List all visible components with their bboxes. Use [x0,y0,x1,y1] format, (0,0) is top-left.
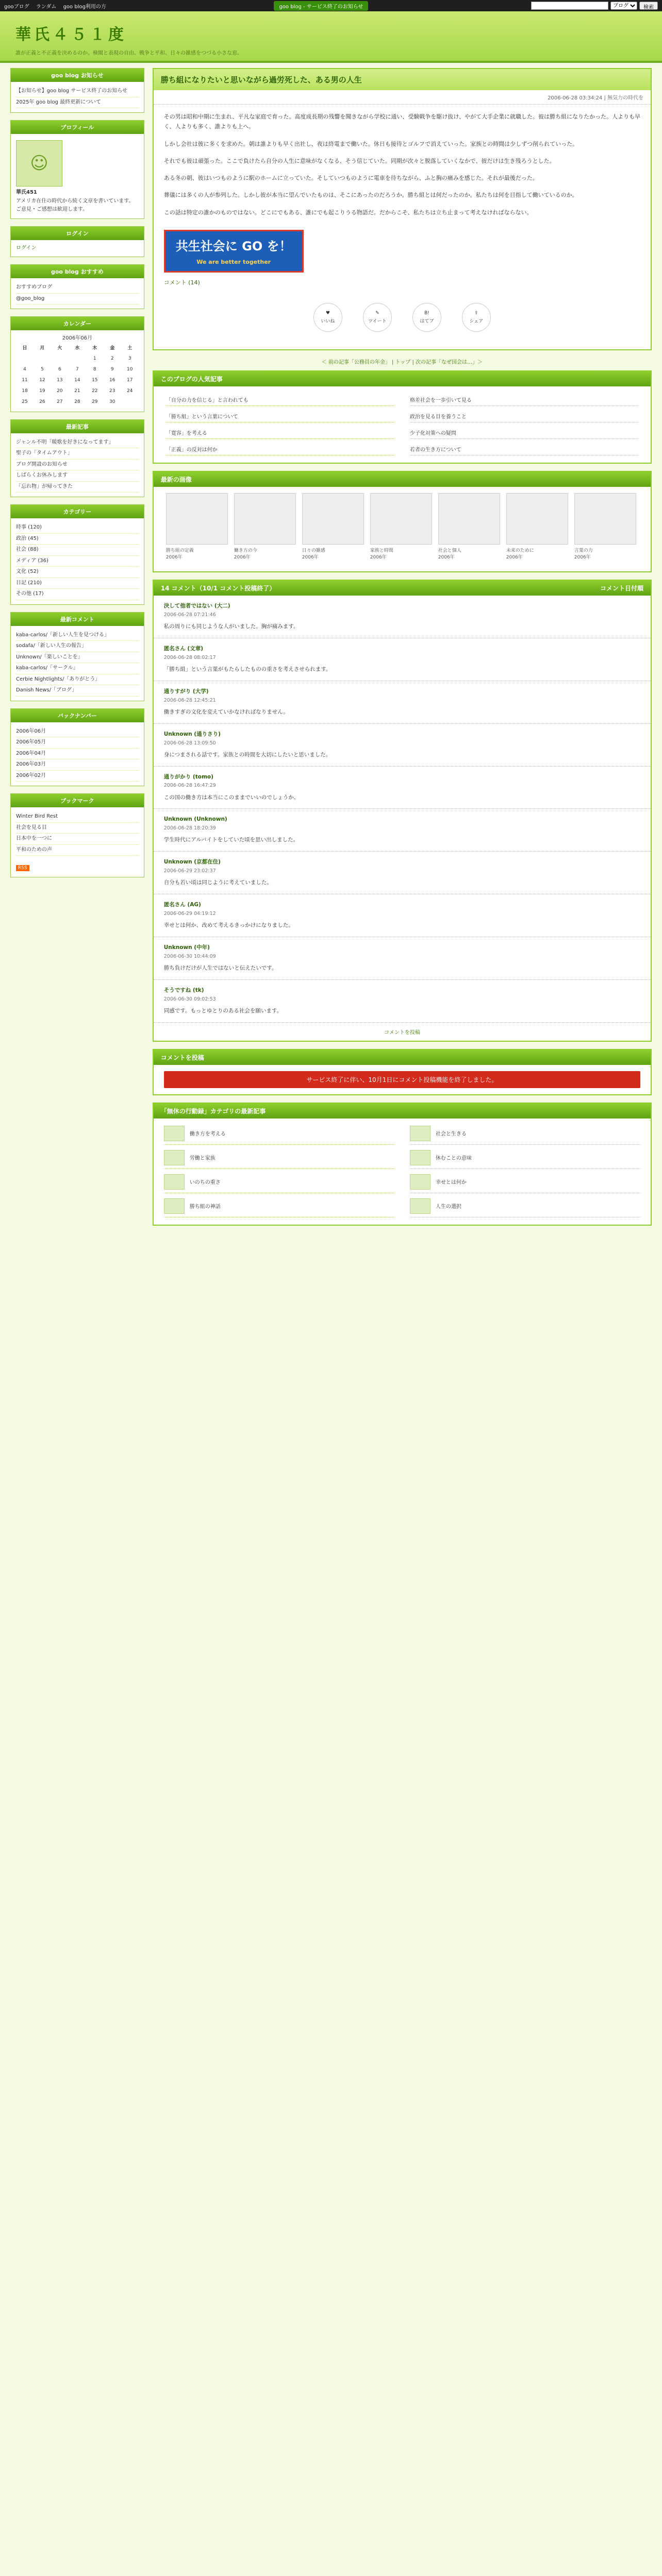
comment: 匿名さん (AG) 2006-06-29 04:19:12 幸せとは何か、改めて考えるきっかけになりました。 [154,894,651,937]
tweet-button[interactable]: ✎ ツイート [363,303,392,332]
comment: そうですね (tk) 2006-06-30 09:02:53 同感です。もっとゆとりのある社会を願います。 [154,980,651,1023]
category-post[interactable]: 休むことの意味 [410,1150,640,1169]
cal-day[interactable]: 17 [127,378,133,383]
cal-head: 木 [92,345,97,351]
article-meta: 2006-06-28 03:34:24 | 無気力の時代を [154,90,651,105]
article [153,68,652,350]
calendar-table [16,343,139,408]
box-title: バックナンバー [11,709,144,722]
box-title: カレンダー [11,317,144,330]
category-link[interactable]: メディア (36) [16,556,139,567]
article-paragraph: 葬儀には多くの人が参列した。しかし彼が本当に望んでいたものは、そこにあったのだろうか。勝ち組とは何だったのか。私たちは何を目指して働いているのか。 [163,192,578,199]
comments-sort[interactable]: コメント日付順 [600,585,643,592]
recommend-link[interactable]: おすすめブログ [16,282,139,294]
comment: 決して他者ではない (大二) 2006-06-28 07:21:46 私の周りにも同じような人がいました。胸が痛みます。 [154,596,651,638]
top-link[interactable]: gooブログ [4,4,29,10]
comment: 通りすがり (大学) 2006-06-28 12:45:21 働きすぎの文化を変えていかなければなりません。 [154,681,651,724]
thumbnail-image [438,493,500,545]
notice-link[interactable]: 【お知らせ】goo blog サービス終了のお知らせ [16,86,139,97]
cal-day[interactable]: 13 [57,378,63,383]
latest-images [153,471,652,572]
cal-head: 日 [22,345,27,351]
cal-day[interactable]: 26 [39,399,45,404]
category-post[interactable]: 幸せとは何か [410,1174,640,1193]
cal-day[interactable]: 2 [110,356,114,362]
section-title: 最新の画像 [154,472,651,487]
image-thumb[interactable]: 言葉の力 2006年 [574,493,636,565]
thumbnail-image [574,493,636,545]
category-post[interactable]: 働き方を考える [164,1126,394,1145]
recent-comment-link[interactable]: Cerbie Nightlights/「ありがとう」 [16,674,139,686]
comment-closed-box [153,1049,652,1095]
article-paragraph: この話は特定の誰かのものではない。どこにでもある、誰にでも起こりうる物語だ。だからこそ、私たちは立ち止まって考えなければならない。 [163,209,533,216]
comment: Unknown (中年) 2006-06-30 10:44:09 勝ち負けだけが人生ではないと伝えたいです。 [154,937,651,980]
backnumber-link[interactable]: 2006年06月 [16,726,139,738]
cal-day[interactable]: 18 [22,388,28,394]
box-title: プロフィール [11,121,144,134]
cal-day[interactable]: 22 [92,388,98,394]
bookmark-link[interactable]: Winter Bird Rest [16,811,139,823]
post-thumbnail [164,1198,185,1214]
recommend-box [10,264,144,309]
category-latest [153,1103,652,1226]
thumbnail-image [302,493,364,545]
calendar-box [10,316,144,412]
comment: 通りがかり (tomo) 2006-06-28 16:47:29 この国の働き方は本当にこのままでいいのでしょうか。 [154,767,651,809]
blog-header [0,11,662,63]
cal-day[interactable]: 24 [127,388,133,394]
backnumber-link[interactable]: 2006年03月 [16,759,139,771]
category-box [10,504,144,605]
category-link[interactable]: その他 (17) [16,589,139,600]
comment: Unknown (Unknown) 2006-06-28 18:20:39 学生時代にアルバイトをしていた頃を思い出しました。 [154,809,651,852]
share-buttons [164,303,640,332]
bookmark-box [10,793,144,877]
box-title: ブックマーク [11,794,144,807]
article-paragraph: それでも彼は頑張った。ここで負けたら自分の人生に意味がなくなる、そう信じていた。同期が次々と脱落していくなかで、彼だけは生き残ろうとした。 [163,157,555,164]
popular-post-link[interactable]: 若者の生き方について [410,443,638,455]
cal-day[interactable]: 4 [23,367,26,372]
image-thumb[interactable]: 勝ち組の定義 2006年 [166,493,228,565]
cal-day[interactable]: 19 [39,388,45,394]
profile-text: アメリカ在住の時代から続く文章を書いています。ご意見・ご感想は歓迎します。 [16,198,134,212]
top-links [4,2,111,10]
post-thumbnail [164,1150,185,1165]
cal-head: 金 [110,345,115,351]
rss-icon[interactable]: RSS [16,865,29,871]
box-title: 最新コメント [11,613,144,626]
comment: 匿名さん (文章) 2006-06-28 08:02:17 「勝ち組」という言葉がもたらしたものの重さを考えさせられます。 [154,638,651,681]
cal-day[interactable]: 9 [110,367,114,372]
popular-post-link[interactable]: 政治を見る目を養うこと [410,410,638,422]
cal-day[interactable]: 8 [93,367,96,372]
cal-day[interactable]: 12 [39,378,45,383]
article-pager[interactable]: ＜ 前の記事「公務員の年金」 | トップ | 次の記事「なぜ国会は…」＞ [321,360,483,366]
category-post[interactable]: 人生の選択 [410,1198,640,1217]
cal-day[interactable]: 10 [127,367,133,372]
service-notice-link[interactable]: goo blog - サービス終了のお知らせ [274,1,368,11]
comments-link[interactable]: コメント (14) [163,279,200,286]
image-thumb[interactable]: 働き方の今 2006年 [234,493,296,565]
cal-day[interactable]: 7 [75,367,79,372]
box-title: ログイン [11,227,144,240]
cal-day [34,353,51,364]
cal-day[interactable]: 30 [109,399,115,404]
comments-header: 14 コメント（10/1 コメント投稿終了） コメント日付順 [154,581,651,596]
post-thumbnail [410,1126,431,1141]
cal-day [51,353,69,364]
comment-closed-notice[interactable]: サービス終了に伴い、10月1日にコメント投稿機能を終了しました。 [164,1071,640,1088]
backnumber-link[interactable]: 2006年02月 [16,771,139,782]
hatena-button[interactable]: B! はてブ [412,303,441,332]
cal-head: 月 [40,345,45,351]
thumbnail-image [234,493,296,545]
popular-post-link[interactable]: 「正義」の反対は何か [166,443,394,455]
category-link[interactable]: 時事 (120) [16,522,139,534]
search-button[interactable]: 検索 [639,2,658,10]
article-body [154,105,651,349]
recent-post-link[interactable]: しばらくお休みします [16,470,139,482]
image-thumb[interactable]: 日々の雑感 2006年 [302,493,364,565]
post-thumbnail [410,1150,431,1165]
category-link[interactable]: 政治 (45) [16,534,139,545]
blog-title[interactable]: 華氏４５１度 [15,26,127,44]
article-paragraph: しかし会社は彼に多くを求めた。朝は誰よりも早く出社し、夜は終電まで働いた。休日も接待とゴルフで消えていった。家族との時間は少しずつ削られていった。 [163,140,578,147]
notice-box [10,68,144,113]
recent-comment-link[interactable]: Unknown/「楽しいことを」 [16,652,139,664]
post-thumbnail [410,1174,431,1190]
image-thumb[interactable]: 社会と個人 2006年 [438,493,500,565]
cal-day[interactable]: 21 [74,388,80,394]
section-title: 「無休の行動録」カテゴリの最新記事 [154,1104,651,1118]
category-post[interactable]: 労働と家族 [164,1150,394,1169]
cal-day[interactable]: 20 [57,388,63,394]
post-thumbnail [164,1174,185,1190]
category-post[interactable]: いのちの重さ [164,1174,394,1193]
banner-text: 共生社会に GO を！ [175,239,292,253]
bookmark-link[interactable]: 平和のための声 [16,845,139,856]
comment: Unknown (通りさり) 2006-06-28 13:09:50 身につまされる話です。家族との時間を大切にしたいと思いました。 [154,724,651,767]
cal-day[interactable]: 28 [74,399,80,404]
main-content [153,68,652,1233]
image-thumb[interactable]: 未来のために 2006年 [506,493,568,565]
recent-post-link[interactable]: 聖子の「タイムアウト」 [16,448,139,460]
notice-link[interactable]: 2025年 goo blog 最終更新について [16,97,139,109]
post-thumbnail [164,1126,185,1141]
bookmark-link[interactable]: 日本中を一つに [16,834,139,845]
cal-day[interactable]: 27 [57,399,63,404]
cal-day[interactable]: 14 [74,378,80,383]
category-post[interactable]: 勝ち組の神話 [164,1198,394,1217]
post-thumbnail [410,1198,431,1214]
recent-comment-link[interactable]: Danish News/「ブログ」 [16,685,139,697]
popular-post-link[interactable]: 「自分の力を信じる」と言われても [166,394,394,406]
section-title: このブログの人気記事 [154,371,651,386]
section-title: コメントを投稿 [154,1050,651,1065]
article-paragraph: その男は昭和中期に生まれ、平凡な家庭で育った。高度成長期の残響を聞きながら学校に通い、受験戦争を駆け抜け、やがて大手企業に就職した。彼は勝ち組になりたかった。人よりも早く、人よりも多く、誰よりも上へ。 [163,113,640,130]
cal-day[interactable]: 15 [92,378,98,383]
popular-post-link[interactable]: 「勝ち組」という言葉について [166,410,394,422]
cal-head: 水 [75,345,80,351]
cal-day[interactable]: 11 [22,378,28,383]
popular-posts [153,370,652,464]
sidebar [10,68,144,1233]
box-title: goo blog おすすめ [11,265,144,278]
calendar-month: 2006年06月 [62,335,92,341]
category-link[interactable]: 社会 (88) [16,545,139,556]
login-box [10,226,144,258]
recent-comments-box [10,612,144,701]
box-title: 最新記事 [11,420,144,433]
recent-comment-link[interactable]: sodafa/「新しい人生の報告」 [16,641,139,652]
cal-day[interactable]: 1 [93,356,96,362]
cal-day[interactable]: 16 [109,378,115,383]
top-bar [0,0,662,11]
cal-day[interactable]: 3 [128,356,131,362]
popular-post-link[interactable]: 「寛容」を考える [166,427,394,439]
backnumber-link[interactable]: 2006年05月 [16,737,139,749]
cal-day [69,353,86,364]
cal-day[interactable]: 25 [22,399,28,404]
box-title: カテゴリー [11,505,144,518]
image-thumb[interactable]: 家族と時間 2006年 [370,493,432,565]
top-link[interactable]: goo blog利用の方 [63,4,106,10]
popular-post-link[interactable]: 少子化対策への疑問 [410,427,638,439]
bookmark-link[interactable]: 社会を見る目 [16,823,139,834]
cal-head: 火 [57,345,62,351]
search-input[interactable] [531,2,608,10]
search-scope-select[interactable] [610,2,637,10]
avatar: ☺ [16,140,62,187]
cal-day [16,353,34,364]
recommend-link[interactable]: @goo_blog [16,294,139,305]
campaign-banner[interactable] [164,230,304,273]
cal-head: 土 [127,345,133,351]
cal-day[interactable]: 5 [41,367,44,372]
login-link[interactable]: ログイン [16,245,37,251]
article-title[interactable]: 勝ち組になりたいと思いながら過労死した、ある男の人生 [154,69,651,90]
recent-post-link[interactable]: ブログ開設のお知らせ [16,460,139,471]
top-link[interactable]: ランダム [36,4,57,10]
profile-box [10,120,144,219]
thumbnail-image [506,493,568,545]
category-link[interactable]: 文化 (52) [16,567,139,578]
backnumber-box [10,708,144,787]
recent-comment-link[interactable]: kaba-carlos/「新しい人生を見つける」 [16,630,139,641]
popular-post-link[interactable]: 格差社会を一歩引いて見る [410,394,638,406]
recent-posts-box [10,419,144,498]
post-comment-link[interactable]: コメントを投稿 [384,1029,420,1036]
thumbnail-image [370,493,432,545]
comments-section [153,580,652,1041]
cal-day[interactable]: 29 [92,399,98,404]
search-area [531,2,658,10]
article-paragraph: ある冬の朝、彼はいつものように駅のホームに立っていた。そしていつものように電車を待ちながら、ふと胸の痛みを感じた。それが最後だった。 [163,175,538,181]
cal-day[interactable]: 23 [109,388,115,394]
backnumber-link[interactable]: 2006年04月 [16,749,139,760]
recent-post-link[interactable]: ジャンル不明「暖歌を好きになってます」 [16,437,139,449]
cal-day [121,397,139,408]
banner-subtext: We are better together [196,258,271,265]
share-button[interactable]: ⇪ シェア [462,303,491,332]
like-button[interactable]: ♥ いいね [313,303,342,332]
category-post[interactable]: 社会と生きる [410,1126,640,1145]
category-link[interactable]: 日記 (210) [16,578,139,589]
recent-post-link[interactable]: 「忘れ物」が帰ってきた [16,482,139,493]
thumbnail-image [166,493,228,545]
comment: Unknown (京都在住) 2006-06-29 23:02:37 自分も若い頃は同じように考えていました。 [154,852,651,894]
cal-day[interactable]: 6 [58,367,61,372]
recent-comment-link[interactable]: kaba-carlos/「サークル」 [16,663,139,674]
blog-description: 誰が正義と不正義を決めるのか。検閲と表現の自由、戦争と平和、日々の雑感をつづる小さな窓。 [15,50,242,56]
box-title: goo blog お知らせ [11,69,144,82]
profile-name: 華氏451 [16,190,37,195]
